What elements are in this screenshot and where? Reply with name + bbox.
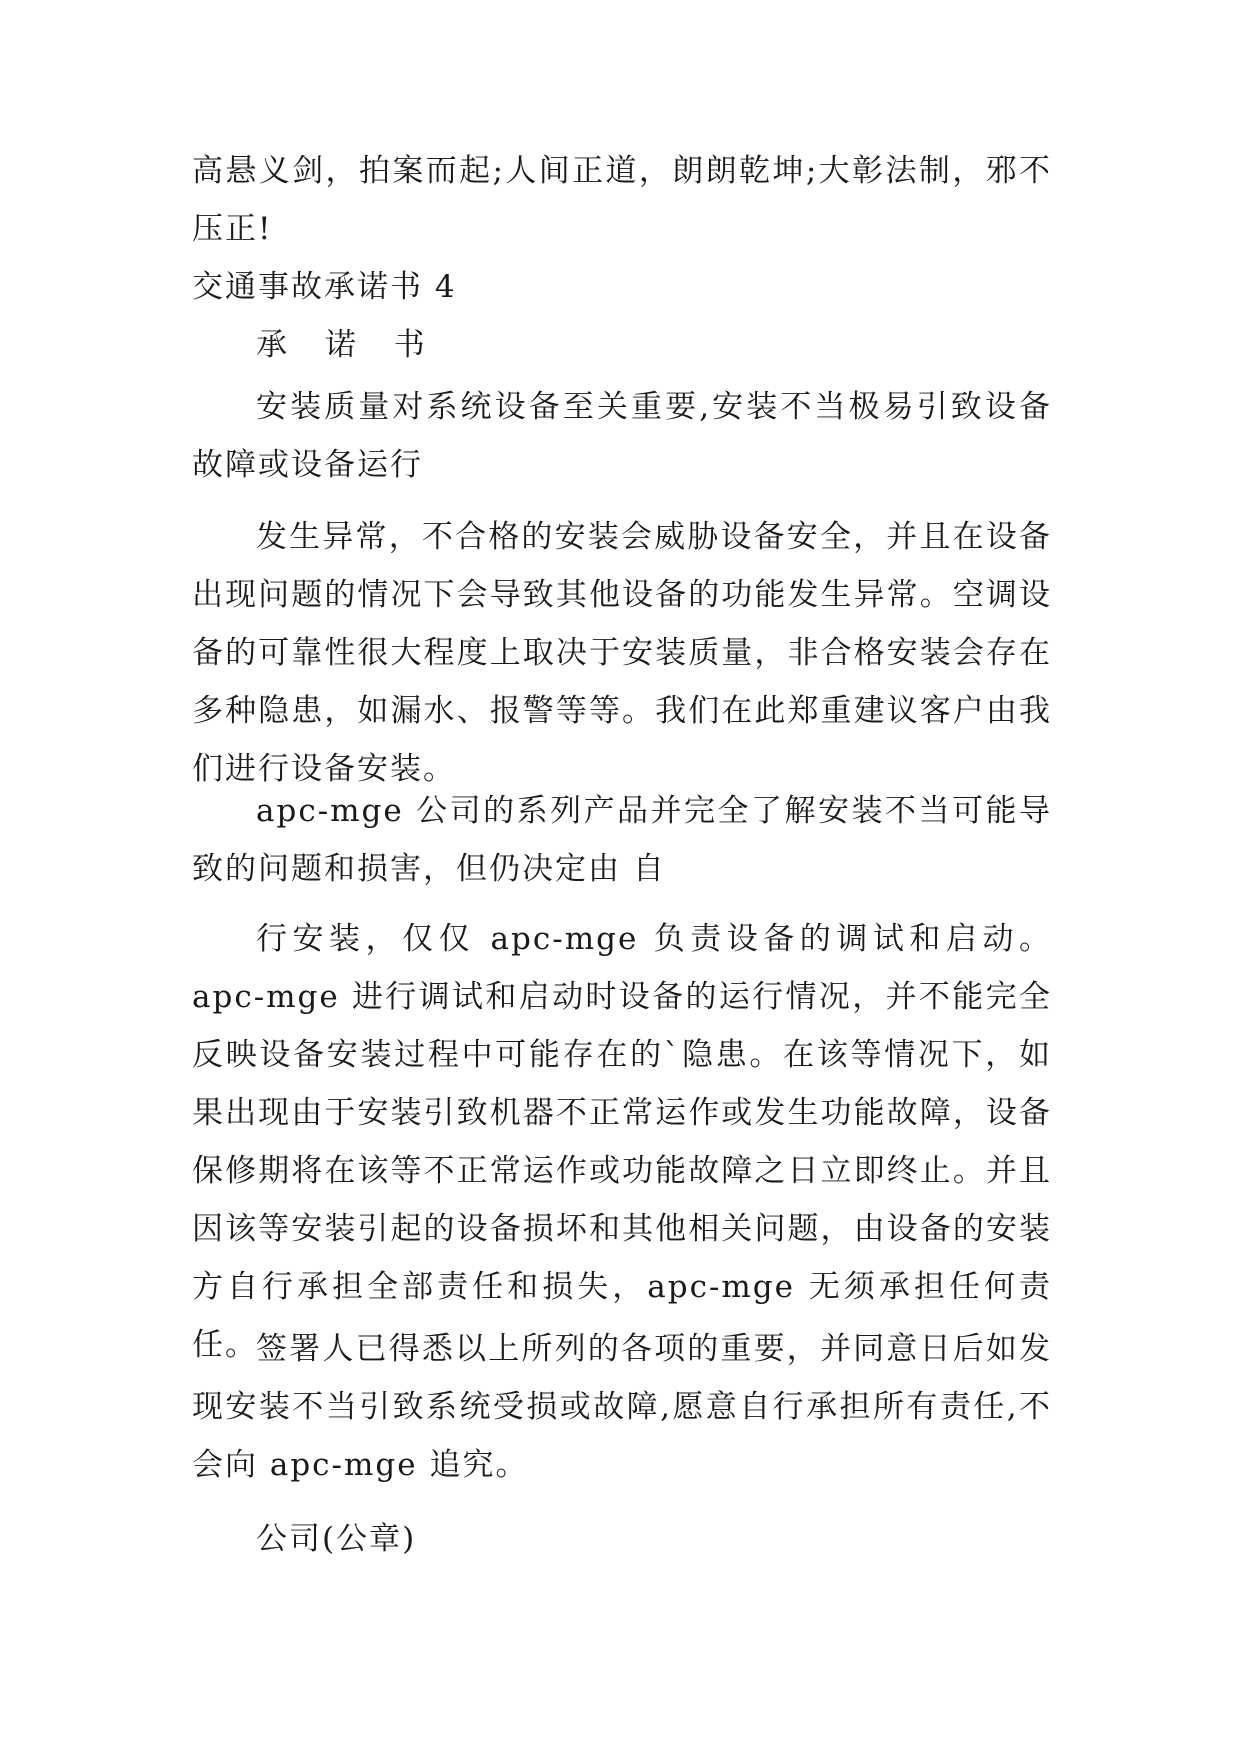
letter-title: 承 诺 书 <box>256 327 439 363</box>
paragraph-4: 行安装，仅仅 apc-mge 负责设备的调试和启动。apc-mge 进行调试和启动时设备的运行情况，并不能完全反映设备安装过程中可能存在的`隐患。在该等情况下，如果出现由于安装引致机器不正常运作或发生功能故障，设备保修期将在该等不正常运作或功能故障之日立即终止。并且因该等安装引起的设备损坏和其他相关问题，由设备的安装方自行承担全部责任和损失，apc-mge 无须承担任何责任。 <box>192 921 1052 1363</box>
paragraph-2: 发生异常，不合格的安装会威胁设备安全，并且在设备出现问题的情况下会导致其他设备的功能发生异常。空调设备的可靠性很大程度上取决于安装质量，非合格安装会存在多种隐患，如漏水、报警等等。我们在此郑重建议客户由我们进行设备安装。 <box>192 519 1052 787</box>
signature-line: 公司(公章) <box>256 1521 417 1557</box>
intro-paragraph: 高悬义剑，拍案而起;人间正道，朗朗乾坤;大彰法制，邪不压正! <box>192 153 1052 247</box>
section-heading: 交通事故承诺书 4 <box>192 269 457 305</box>
paragraph-3: apc-mge 公司的系列产品并完全了解安装不当可能导致的问题和损害，但仍决定由 自 <box>192 793 1052 887</box>
paragraph-5: 签署人已得悉以上所列的各项的重要，并同意日后如发现安装不当引致系统受损或故障,愿意自行承担所有责任,不会向 apc-mge 追究。 <box>192 1331 1052 1483</box>
paragraph-1: 安装质量对系统设备至关重要,安装不当极易引致设备故障或设备运行 <box>192 389 1052 483</box>
